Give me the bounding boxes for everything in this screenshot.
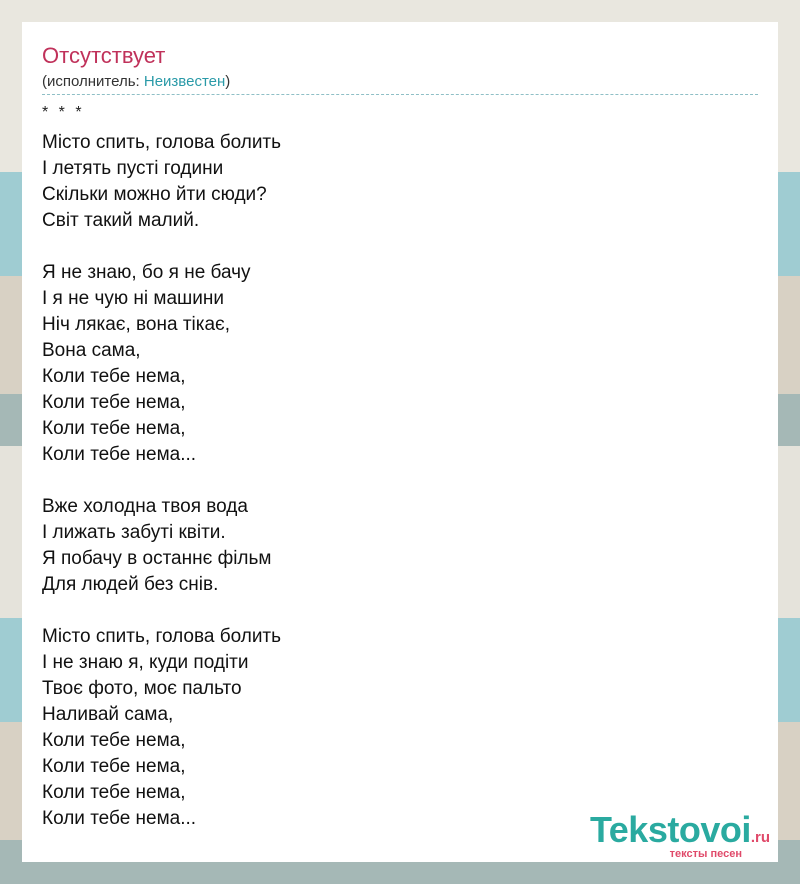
- lyric-line: Я побачу в останнє фільм: [42, 548, 272, 569]
- site-logo[interactable]: [589, 809, 770, 860]
- lyrics-stanza: [42, 130, 281, 234]
- lyrics-stanza: [42, 624, 281, 832]
- lyrics-stanza: [42, 260, 281, 468]
- byline-suffix: ): [225, 73, 231, 90]
- lyric-line: Коли тебе нема,: [42, 418, 186, 439]
- lyric-line: Для людей без снів.: [42, 574, 219, 595]
- lyrics-text: [42, 130, 281, 858]
- lyric-line: Місто спить, голова болить: [42, 132, 282, 153]
- lyric-line: Вже холодна твоя вода: [42, 496, 248, 517]
- lyric-line: І летять пусті години: [42, 158, 224, 179]
- artist-byline: [42, 72, 230, 92]
- logo-name: Tekstovoi: [589, 809, 751, 850]
- lyric-line: Наливай сама,: [42, 704, 174, 725]
- lyric-line: І лижать забуті квіти.: [42, 522, 226, 543]
- song-title: Отсутствует: [42, 43, 166, 68]
- section-marks: * * *: [42, 104, 85, 121]
- lyric-line: І не знаю я, куди подіти: [42, 652, 249, 673]
- logo-tagline: тексты песен: [669, 848, 742, 860]
- lyric-line: Я не знаю, бо я не бачу: [42, 262, 251, 283]
- logo-tld: .ru: [750, 829, 770, 846]
- lyric-line: Коли тебе нема...: [42, 444, 197, 465]
- lyric-line: Твоє фото, моє пальто: [42, 678, 242, 699]
- artist-link[interactable]: Неизвестен: [143, 73, 226, 90]
- lyric-line: Коли тебе нема,: [42, 756, 186, 777]
- lyrics-stanza: [42, 494, 281, 598]
- lyric-line: Скільки можно йти сюди?: [42, 184, 267, 205]
- lyric-line: Вона сама,: [42, 340, 141, 361]
- lyric-line: Коли тебе нема,: [42, 366, 186, 387]
- lyric-line: Ніч лякає, вона тікає,: [42, 314, 231, 335]
- lyric-line: Коли тебе нема,: [42, 782, 186, 803]
- lyrics-card: [22, 22, 778, 862]
- lyric-line: І я не чую ні машини: [42, 288, 224, 309]
- byline-prefix: (исполнитель:: [42, 73, 144, 90]
- lyric-line: Світ такий малий.: [42, 210, 200, 231]
- lyric-line: Коли тебе нема,: [42, 392, 186, 413]
- dashed-divider: [42, 94, 758, 95]
- lyric-line: Коли тебе нема,: [42, 730, 186, 751]
- lyric-line: Місто спить, голова болить: [42, 626, 282, 647]
- lyric-line: Коли тебе нема...: [42, 808, 197, 829]
